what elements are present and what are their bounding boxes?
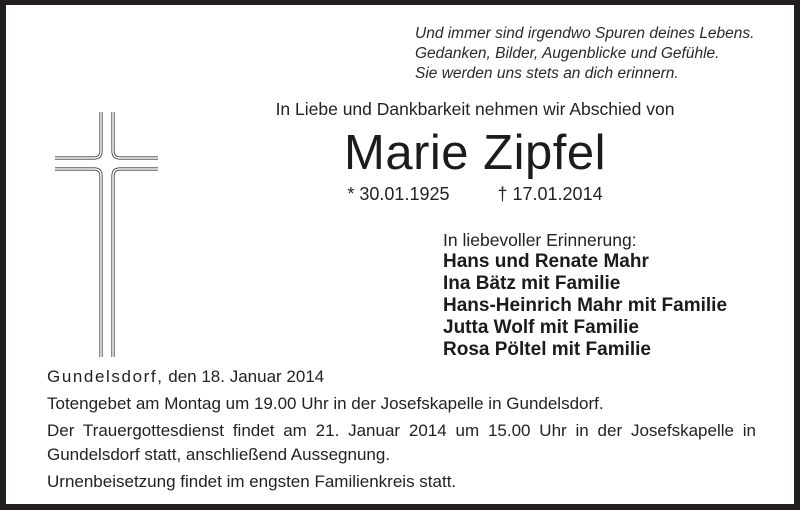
mourner-name: Ina Bätz mit Familie bbox=[443, 273, 621, 294]
mourner-name: Jutta Wolf mit Familie bbox=[443, 317, 640, 338]
place-date-line bbox=[47, 365, 756, 389]
deceased-name: Marie Zipfel bbox=[344, 126, 606, 180]
quote-line: Sie werden uns stets an dich erinnern. bbox=[415, 65, 679, 82]
memorial-quote bbox=[415, 24, 754, 84]
place: Gundelsdorf, bbox=[47, 367, 164, 386]
remembrance-label: In liebevoller Erinnerung: bbox=[443, 230, 637, 250]
mourner-name: Hans-Heinrich Mahr mit Familie bbox=[443, 295, 728, 316]
cross-icon bbox=[45, 105, 165, 365]
announcements-block bbox=[47, 365, 756, 497]
quote-line: Und immer sind irgendwo Spuren deines Lebens. bbox=[415, 25, 755, 42]
death-date: † 17.01.2014 bbox=[497, 184, 603, 204]
mourner-name: Rosa Pöltel mit Familie bbox=[443, 339, 651, 360]
quote-line: Gedanken, Bilder, Augenblicke und Gefühle. bbox=[415, 45, 720, 62]
announcement-trauergottesdienst: Der Trauergottesdienst findet am 21. Januar 2014 um 15.00 Uhr in der Josefskapelle in Gundelsdorf statt, anschließend Aussegnung. bbox=[47, 421, 756, 464]
mourner-name: Hans und Renate Mahr bbox=[443, 251, 649, 272]
announcement-totengebet: Totengebet am Montag um 19.00 Uhr in der Josefskapelle in Gundelsdorf. bbox=[47, 394, 604, 413]
intro-line: In Liebe und Dankbarkeit nehmen wir Abschied von bbox=[275, 99, 675, 119]
mourners-block bbox=[443, 229, 727, 361]
name-block bbox=[185, 99, 765, 205]
life-dates bbox=[185, 184, 765, 205]
date: den 18. Januar 2014 bbox=[163, 367, 325, 386]
birth-date: * 30.01.1925 bbox=[347, 184, 450, 204]
announcement-urnenbeisetzung: Urnenbeisetzung findet im engsten Familienkreis statt. bbox=[47, 472, 457, 491]
